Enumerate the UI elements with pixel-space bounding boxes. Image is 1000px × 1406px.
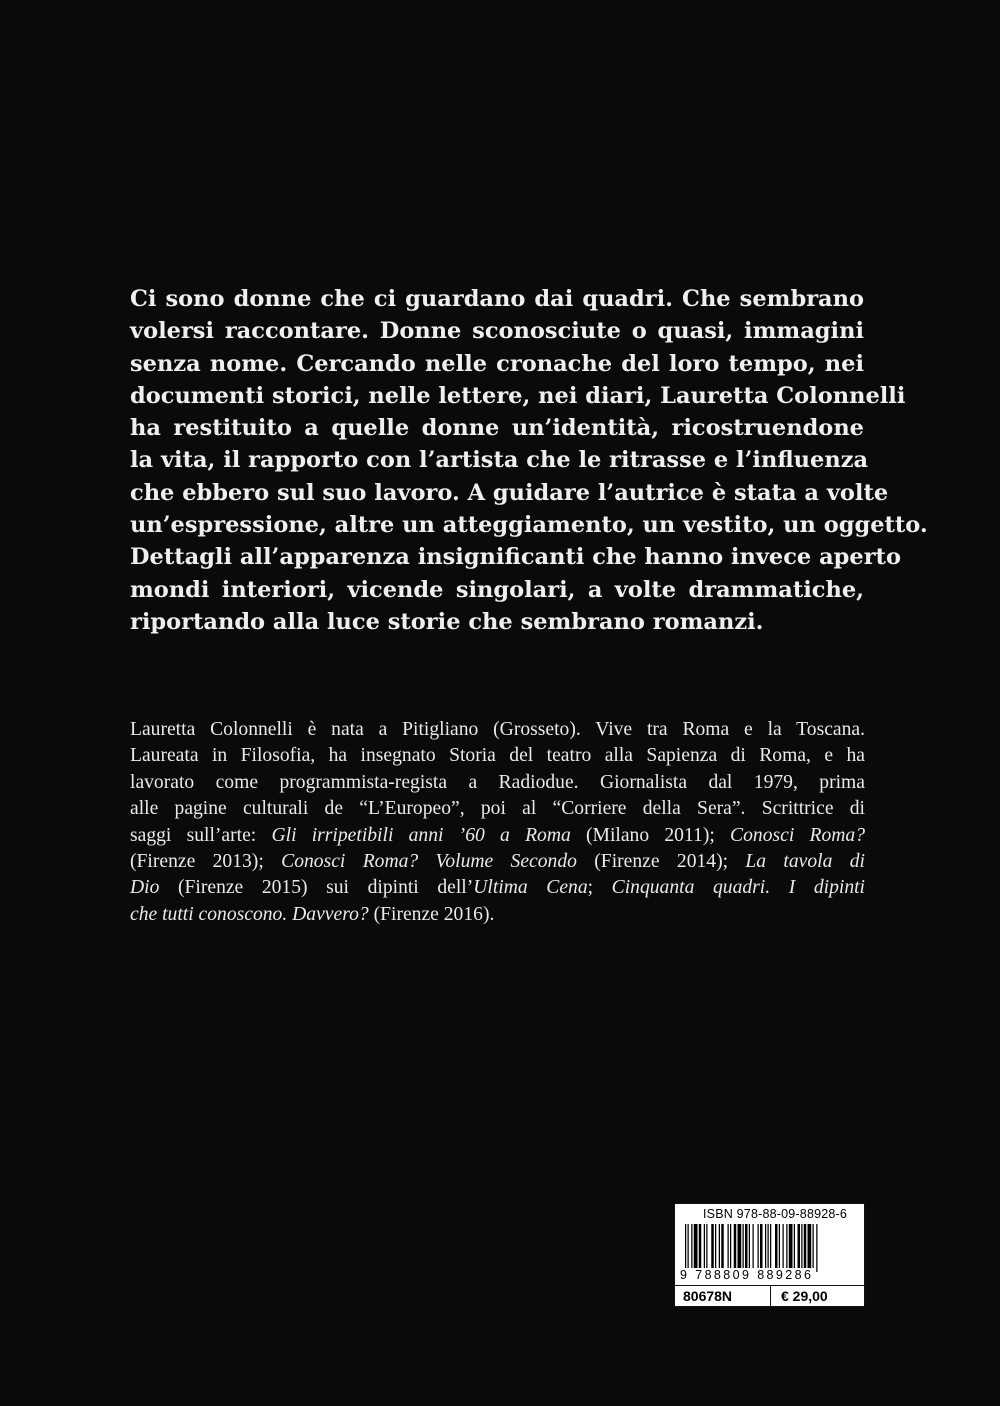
book-title: che tutti conoscono. Davvero? — [130, 903, 369, 925]
bio-text: saggi sull’arte: — [130, 824, 272, 846]
bio-line — [130, 823, 865, 849]
bio-text: (Firenze 2015) sui dipinti dell’ — [159, 877, 474, 899]
bio-line — [130, 875, 865, 901]
bio-text: (Milano 2011); — [570, 824, 731, 846]
author-bio — [130, 717, 865, 928]
blurb-paragraph — [130, 283, 928, 638]
price: € 29,00 — [781, 1288, 828, 1304]
blurb-line: la vita, il rapporto con l’artista che le ritrasse e l’influenza — [130, 447, 869, 474]
blurb-line: un’espressione, altre un atteggiamento, un vestito, un oggetto. — [130, 512, 928, 539]
blurb-line: documenti storici, nelle lettere, nei diari, Lauretta Colonnelli — [130, 382, 906, 409]
blurb-line: mondi interiori, vicende singolari, a volte drammatiche, — [130, 576, 864, 603]
blurb-line: Dettagli all’apparenza insignificanti che hanno invece aperto — [130, 544, 901, 571]
book-title: Gli irripetibili anni ’60 a Roma — [271, 824, 571, 846]
book-title: La tavola di — [745, 851, 865, 873]
blurb-line: Ci sono donne che ci guardano dai quadri. Che sembrano — [130, 286, 864, 312]
bio-text: (Firenze 2014); — [576, 851, 746, 873]
bio-text: ; — [587, 877, 612, 899]
price-row — [675, 1285, 864, 1307]
blurb-line: che ebbero sul suo lavoro. A guidare l’autrice è stata a volte — [130, 479, 889, 506]
book-title: Dio — [130, 877, 160, 899]
barcode-label — [674, 1203, 865, 1307]
book-title: Ultima Cena — [473, 877, 588, 899]
blurb-line: senza nome. Cercando nelle cronache del loro tempo, nei — [130, 350, 864, 377]
bio-line: alle pagine culturali de “L’Europeo”, poi al “Corriere della Sera”. Scrittrice di — [130, 798, 865, 820]
book-title: Conosci Roma? Volume Secondo — [281, 851, 577, 873]
product-code: 80678N — [675, 1286, 771, 1307]
bio-line: Lauretta Colonnelli è nata a Pitigliano (Grosseto). Vive tra Roma e la Toscana. — [130, 719, 865, 740]
blurb-line: riportando alla luce storie che sembrano romanzi. — [130, 608, 764, 635]
ean-digits-row — [679, 1268, 861, 1282]
ean-number: 9 788809 889286 — [680, 1268, 814, 1282]
blurb-line: volersi raccontare. Donne sconosciute o quasi, immagini — [130, 318, 864, 345]
barcode-icon — [681, 1224, 859, 1272]
bio-line: Laureata in Filosofia, ha insegnato Storia del teatro alla Sapienza di Roma, e ha — [130, 745, 865, 767]
bio-text: (Firenze 2013); — [130, 851, 282, 873]
bio-line — [130, 902, 865, 928]
bio-text: (Firenze 2016). — [368, 903, 495, 925]
bio-line: lavorato come programmista-regista a Radiodue. Giornalista dal 1979, prima — [130, 771, 865, 793]
blurb-line: ha restituito a quelle donne un’identità, ricostruendone — [130, 415, 864, 442]
isbn-number: ISBN 978-88-09-88928-6 — [703, 1207, 848, 1221]
bio-line — [130, 849, 865, 875]
book-title: Conosci Roma? — [730, 824, 866, 846]
book-title: Cinquanta quadri. I dipinti — [611, 877, 865, 899]
